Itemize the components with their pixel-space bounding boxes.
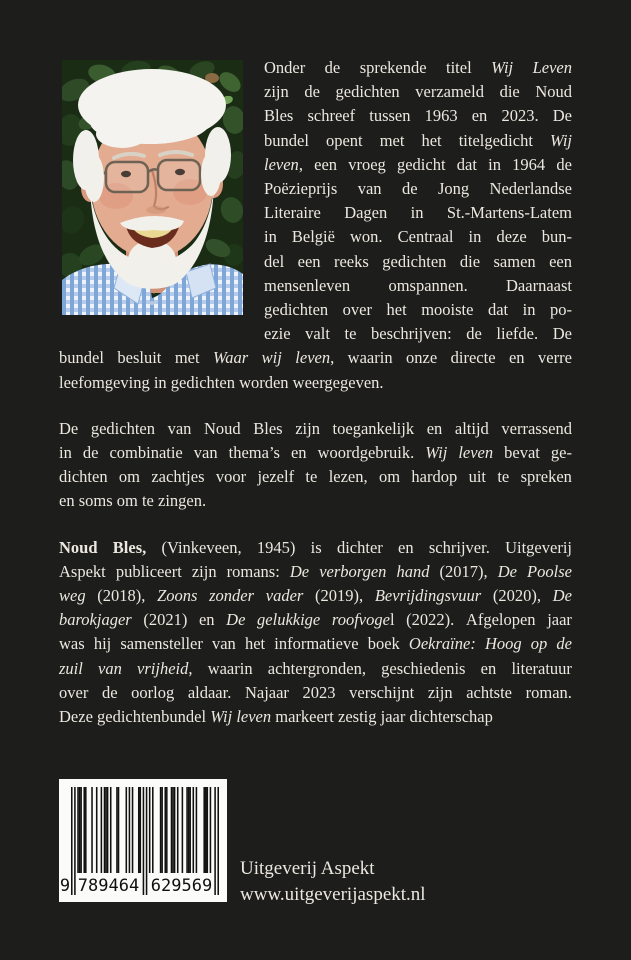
text-line: barokjager (2021) en De gelukkige roofvogel (2022). Afgelopen jaar	[59, 610, 572, 630]
text-line: zijn de gedichten verzameld die Noud	[264, 82, 572, 102]
isbn-digit-group-right: 629569	[150, 876, 213, 896]
text-line: bundel besluit met Waar wij leven, waarin onze directe en verre	[59, 348, 572, 368]
isbn-digit-group-left: 789464	[77, 876, 140, 896]
paragraph	[59, 56, 572, 395]
text-line: leefomgeving in gedichten worden weergegeven.	[59, 372, 384, 392]
text-line: bundel opent met het titelgedicht Wij	[264, 130, 572, 150]
text-line: ezie valt te beschrijven: de liefde. De	[264, 324, 572, 344]
text-line: gedichten over het mooiste dat in po-	[264, 300, 572, 320]
text-line: Poëzieprijs van de Jong Nederlandse	[264, 179, 572, 199]
paragraph	[59, 417, 572, 514]
text-line: Onder de sprekende titel Wij Leven	[264, 58, 572, 77]
text-line: in België won. Centraal in deze bun-	[264, 227, 572, 247]
publisher-website: www.uitgeverijaspekt.nl	[240, 883, 426, 905]
text-line: mensenleven omspannen. Daarnaast	[264, 275, 572, 295]
text-line: Aspekt publiceert zijn romans: De verborgen hand (2017), De Poolse	[59, 561, 572, 581]
text-line: De gedichten van Noud Bles zijn toegankelijk en altijd verrassend	[59, 418, 572, 438]
text-line: Noud Bles, (Vinkeveen, 1945) is dichter en schrijver. Uitgeverij	[59, 537, 572, 557]
text-line: over de oorlog aldaar. Najaar 2023 verschijnt zijn achtste roman.	[59, 682, 572, 702]
text-line: was hij samensteller van het informatieve boek Oekraïne: Hoog op de	[59, 634, 572, 654]
text-line: dichten om zachtjes voor jezelf te lezen, om hardop uit te spreken	[59, 467, 572, 487]
isbn-barcode	[59, 779, 227, 902]
text-line: del een reeks gedichten die samen een	[264, 251, 572, 271]
isbn-digits	[59, 874, 227, 900]
text-line: weg (2018), Zoons zonder vader (2019), Bevrijdingsvuur (2020), De	[59, 586, 572, 606]
text-line: in de combinatie van thema’s en woordgebruik. Wij leven bevat ge-	[59, 443, 572, 463]
text-line: zuil van vrijheid, waarin achtergronden, geschiedenis en literatuur	[59, 658, 572, 678]
text-line: Deze gedichtenbundel Wij leven markeert zestig jaar dichterschap	[59, 707, 493, 727]
text-line: Bles schreef tussen 1963 en 2023. De	[264, 106, 572, 126]
publisher-block	[240, 856, 426, 907]
text-line: en soms om te zingen.	[59, 491, 207, 511]
paragraph	[59, 536, 572, 730]
isbn-digit-lead: 9	[59, 876, 71, 896]
text-line: Literaire Dagen in St.-Martens-Latem	[264, 203, 572, 223]
text-line: leven, een vroeg gedicht dat in 1964 de	[264, 154, 572, 174]
publisher-name: Uitgeverij Aspekt	[240, 858, 375, 879]
blurb-text	[59, 56, 572, 751]
